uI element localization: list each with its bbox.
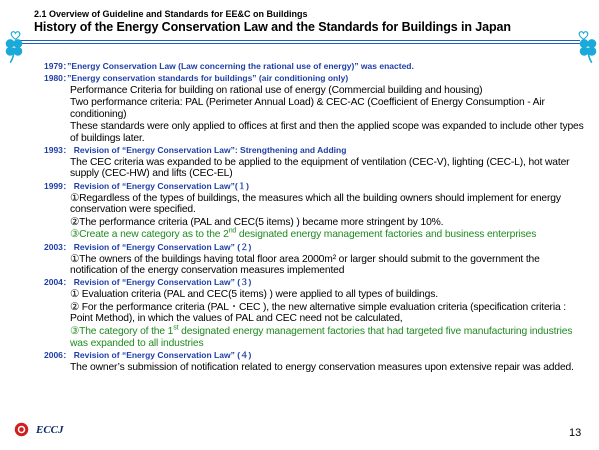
history-item: Two performance criteria: PAL (Perimeter Annual Load) & CEC-AC (Coefficient of Energy Consumption - Air conditioning) [70, 97, 545, 120]
year-heading: 1980：”Energy conservation standards for buildings” (air conditioning only) [44, 72, 349, 83]
history-item: ① Evaluation criteria (PAL and CEC(5 items) ) were applied to all types of buildings. [70, 289, 438, 301]
history-item [70, 229, 584, 240]
year-heading: 2003： Revision of “Energy Conservation Law” (２) [44, 241, 252, 252]
history-item: The CEC criteria was expanded to be applied to the equipment of ventilation (CEC-V), lighting (CEC-L), hot water supply (CEC-HW) and lifts (CEC-EL) [70, 156, 570, 180]
history-item: These standards were only applied to offices at first and then the applied scope was expanded to include other types of buildings later. [70, 121, 584, 144]
clover-icon [1, 36, 27, 64]
history-item: Performance Criteria for building on rational use of energy (Commercial building and housing) [70, 84, 483, 96]
page-number: 13 [569, 427, 582, 439]
ordinal-suffix: st [173, 324, 179, 332]
year-heading: 2004： Revision of “Energy Conservation Law” (３) [44, 277, 252, 288]
section-heading: 2.1 Overview of Guideline and Standards for EE&C on Buildings [34, 9, 308, 19]
history-item: ② For the performance criteria (PAL・CEC ), the new alternative simple evaluation criteria (specification criteria : Point Method), in which the values of PAL and CEC need not be calculated, [70, 302, 566, 325]
page-title: History of the Energy Conservation Law and the Standards for Buildings in Japan [34, 20, 511, 34]
history-item: ②The performance criteria (PAL and CEC(5 items) ) became more stringent by 10%. [70, 216, 444, 228]
history-list [44, 60, 584, 373]
item-text: ③Create a new category as to the 2 [70, 229, 229, 241]
year-heading: 2006： Revision of “Energy Conservation Law” (４) [44, 349, 252, 360]
year-heading: 1979：”Energy Conservation Law (Law concerning the rational use of energy)” was enacted. [44, 61, 414, 71]
title-rule [18, 40, 580, 41]
item-text: designated energy management factories that had targeted five manufacturing industries was expanded to all industries [70, 326, 573, 349]
item-text: designated energy management factories and business enterprises [236, 229, 537, 241]
logo-text: ECCJ [36, 424, 64, 436]
history-item [70, 326, 584, 349]
history-item: The owner’s submission of notification related to energy conservation measures upon extensive repair was added. [70, 361, 574, 373]
year-heading: 1993： Revision of “Energy Conservation Law”: Strengthening and Adding [44, 144, 347, 155]
eccj-logo-icon [14, 422, 29, 437]
title-rule-thin [18, 43, 580, 44]
eccj-logo [14, 420, 78, 442]
item-text: ③The category of the 1 [70, 326, 174, 338]
history-item: ①Regardless of the types of buildings, the measures which all the building owners should implement for energy conservation were specified. [70, 192, 561, 215]
history-item: ①The owners of the buildings having total floor area 2000m² or larger should submit to the government the notification of the energy conservation measures implemented [70, 253, 540, 277]
ordinal-suffix: nd [228, 228, 237, 236]
year-heading: 1999： Revision of “Energy Conservation Law”(１) [44, 180, 249, 191]
